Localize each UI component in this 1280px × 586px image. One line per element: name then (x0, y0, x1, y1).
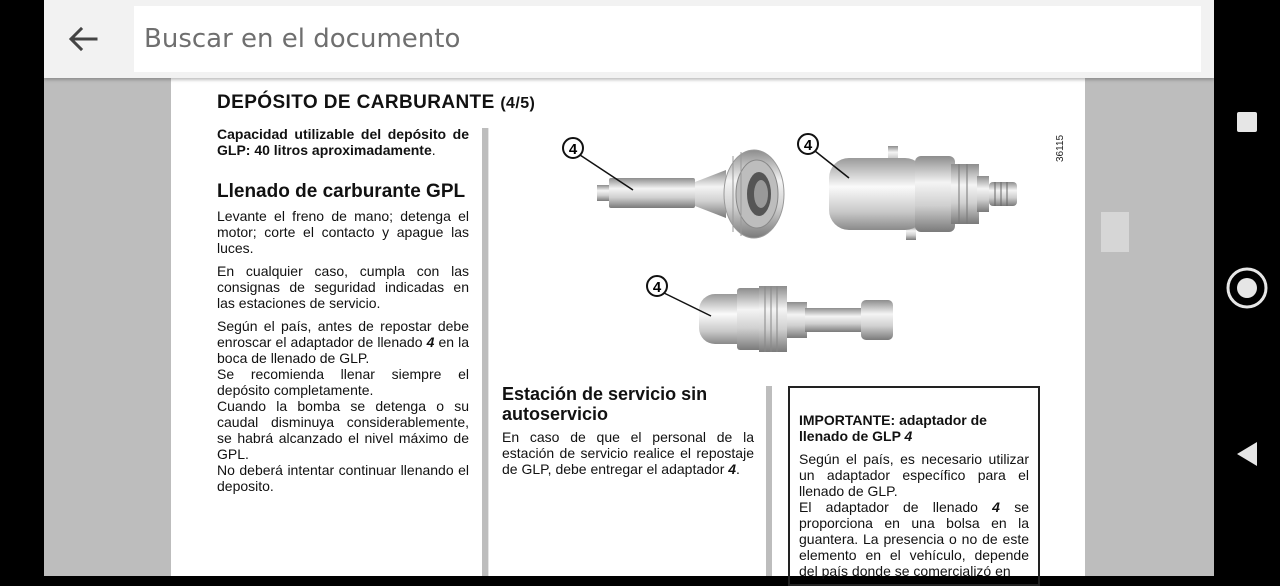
section-heading-gpl: Llenado de carburante GPL (217, 181, 466, 202)
callout-2 (798, 134, 849, 178)
important-title (799, 412, 1029, 444)
recents-button[interactable] (1214, 102, 1280, 142)
station-adapter-number: 4 (728, 461, 737, 477)
circle-icon (1225, 266, 1269, 310)
paragraph-handbrake: Levante el freno de mano; detenga el motor; corte el contacto y apague las luces. (217, 208, 469, 256)
triangle-left-icon (1235, 441, 1259, 467)
search-input[interactable] (144, 20, 1044, 58)
callout-1 (563, 138, 633, 190)
paragraph-refill (217, 318, 469, 366)
station-text-b: . (736, 461, 740, 477)
paragraph-safety: En cualquier caso, cumpla con las consignas de seguridad indicadas en las estaciones de servicio. (217, 263, 469, 311)
important-notice-box (788, 386, 1040, 586)
callout-3-label: 4 (652, 279, 662, 296)
system-navigation-bar (1214, 0, 1280, 576)
station-text-a: En caso de que el personal de la estación de servicio realice el repostaje de GLP, debe entregar el adaptador (502, 429, 754, 477)
important-title-number: 4 (904, 428, 913, 444)
nav-back-button[interactable] (1214, 432, 1280, 476)
refill-text-b: en la boca de llenado de GLP. (217, 334, 470, 366)
title-page-number: (4/5) (500, 95, 536, 112)
callout-2-label: 4 (803, 137, 813, 154)
important-title-text: IMPORTANTE: adaptador de llenado de GLP (799, 412, 987, 444)
adapter-3 (699, 286, 893, 352)
search-box[interactable] (134, 6, 1201, 72)
important-paragraph-2 (799, 499, 1029, 579)
callout-1-label: 4 (568, 141, 578, 158)
station-body (502, 429, 754, 477)
refill-text-a: Según el país, antes de repostar debe enroscar el adaptador de llenado (217, 318, 469, 350)
adapter-illustration (511, 126, 1066, 356)
paragraph-pump-stops: Cuando la bomba se detenga o su caudal disminuya considerablemente, se habrá alcanzado el nivel máximo de GPL. (217, 398, 469, 462)
arrow-left-icon (68, 27, 98, 51)
adapter-1 (597, 150, 784, 238)
figure-reference: 36115 (1055, 134, 1066, 162)
column-divider-2 (766, 386, 772, 576)
important-p2-b: se proporciona en una bolsa en la guantera. La presencia o no de este elemento en el vehículo, depende del país donde se comercializó en (799, 499, 1029, 579)
important-p2-a: El adaptador de llenado (799, 499, 993, 515)
title-text: DEPÓSITO DE CARBURANTE (217, 92, 495, 113)
square-icon (1236, 111, 1258, 133)
capacity-text: Capacidad utilizable del depósito de GLP: 40 litros aproximadamente (217, 126, 469, 158)
scroll-handle[interactable] (1101, 212, 1129, 252)
document-page (171, 78, 1085, 579)
important-paragraph-1: Según el país, es necesario utilizar un adaptador específico para el llenado de GLP. (799, 451, 1029, 499)
home-button[interactable] (1214, 264, 1280, 312)
search-toolbar (44, 0, 1214, 78)
important-body (799, 451, 1029, 579)
section-heading-station: Estación de servicio sin autoservicio (502, 384, 708, 424)
gpl-body (217, 208, 469, 494)
important-p2-number: 4 (992, 499, 1000, 515)
paragraph-fill-complete: Se recomienda llenar siempre el depósito completamente. (217, 366, 469, 398)
capacity-note (217, 126, 469, 158)
adapter-2 (829, 146, 1017, 240)
column-divider-highlight (488, 128, 489, 576)
pdf-viewer-app (44, 0, 1214, 579)
paragraph-do-not-continue: No deberá intentar continuar llenando el deposito. (217, 462, 469, 494)
capacity-end: . (431, 142, 436, 158)
page-title (217, 92, 535, 114)
back-button[interactable] (62, 18, 104, 60)
refill-adapter-number: 4 (426, 334, 435, 350)
